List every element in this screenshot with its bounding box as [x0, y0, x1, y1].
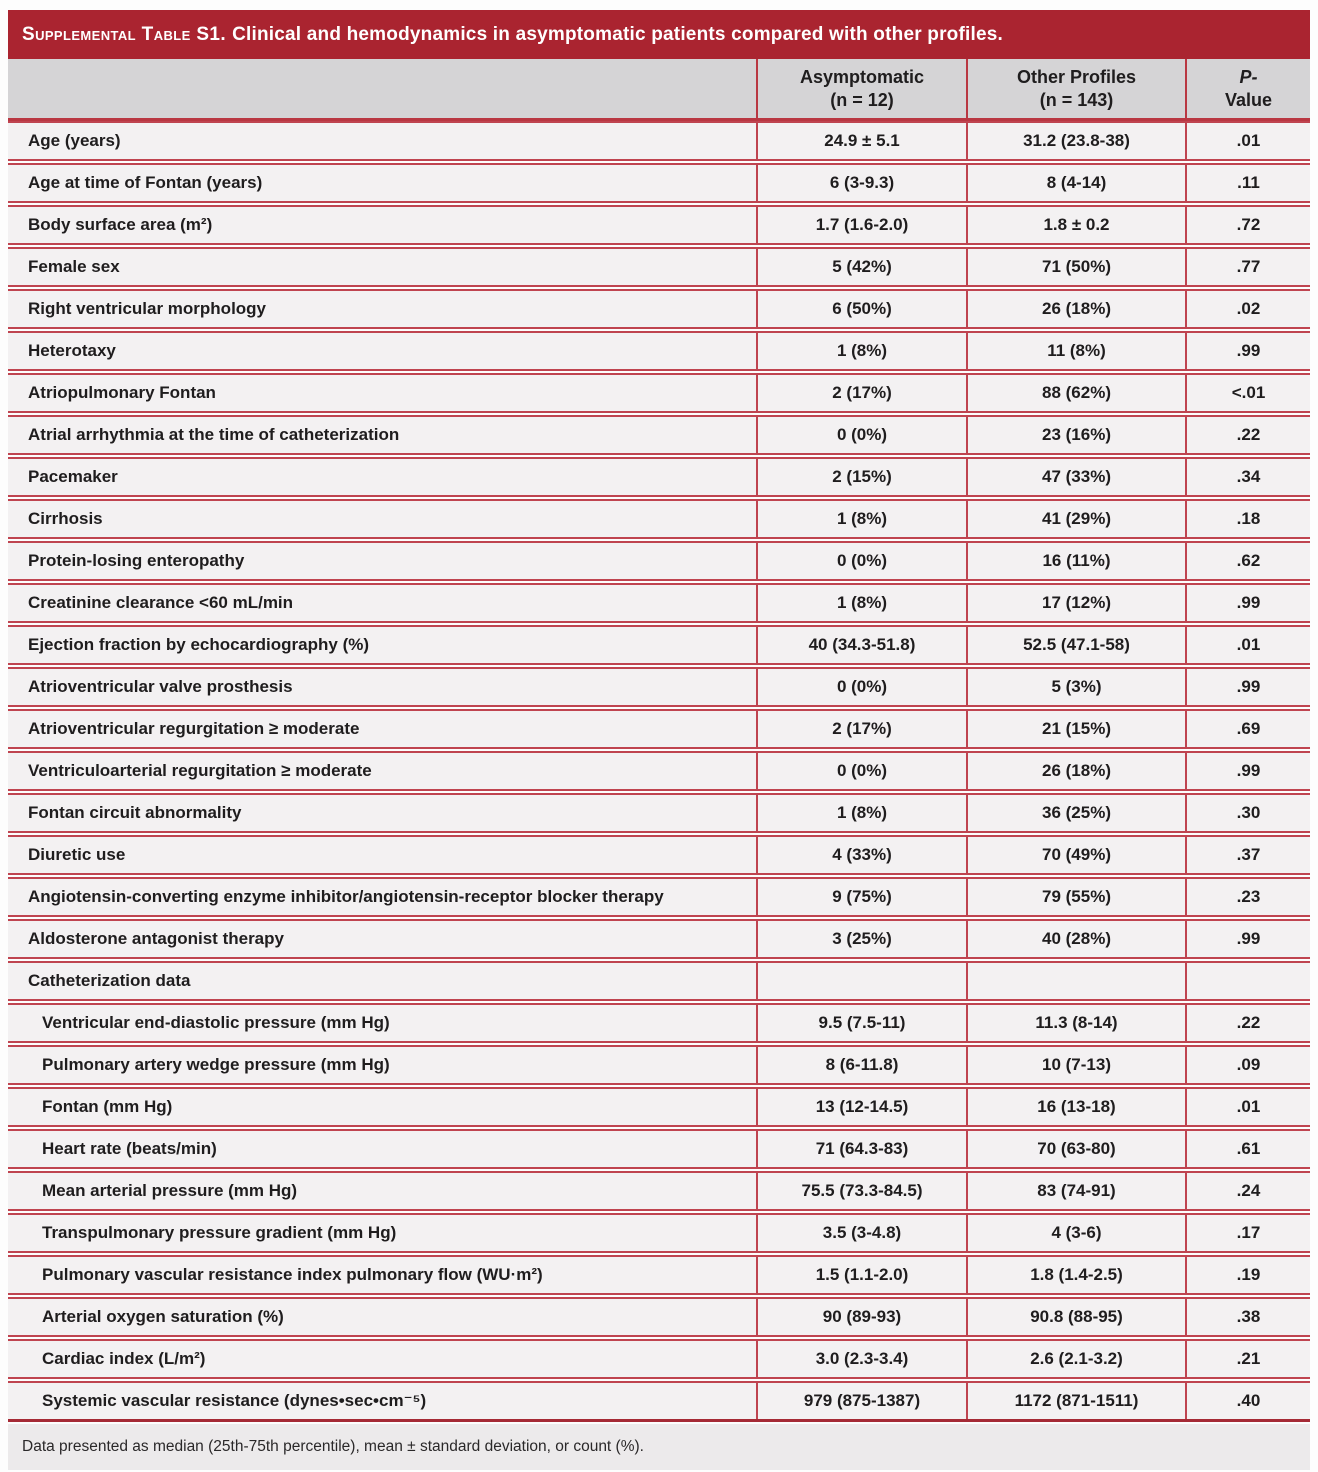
table-row: [8, 961, 1310, 1001]
row-label: Body surface area (m²): [28, 215, 213, 234]
other-profiles-value: 21 (15%): [966, 711, 1185, 747]
asymptomatic-value: 40 (34.3-51.8): [756, 627, 966, 663]
table-row: [8, 1339, 1310, 1379]
asymptomatic-value: 3 (25%): [756, 921, 966, 957]
asymptomatic-value: 1 (8%): [756, 585, 966, 621]
other-profiles-value: 71 (50%): [966, 249, 1185, 285]
row-label: Systemic vascular resistance (dynes•sec•cm⁻⁵): [42, 1391, 427, 1410]
asymptomatic-value: 5 (42%): [756, 249, 966, 285]
other-profiles-value: 5 (3%): [966, 669, 1185, 705]
row-label: Heterotaxy: [28, 341, 116, 360]
row-label: Right ventricular morphology: [28, 299, 267, 318]
asymptomatic-value: 90 (89-93): [756, 1299, 966, 1335]
asymptomatic-value: 6 (3-9.3): [756, 165, 966, 201]
table-row: [8, 247, 1310, 287]
table-row: [8, 205, 1310, 245]
p-value: [1185, 963, 1310, 999]
p-value: .62: [1185, 543, 1310, 579]
table-row: [8, 583, 1310, 623]
other-profiles-value: 10 (7-13): [966, 1047, 1185, 1083]
asymptomatic-value: 0 (0%): [756, 543, 966, 579]
p-value: .99: [1185, 333, 1310, 369]
other-profiles-value: 41 (29%): [966, 501, 1185, 537]
table-title-text: Clinical and hemodynamics in asymptomatic patients compared with other profiles.: [232, 23, 1003, 45]
table-row: [8, 793, 1310, 833]
table-row: [8, 1171, 1310, 1211]
p-value: .99: [1185, 669, 1310, 705]
row-label: Ejection fraction by echocardiography (%): [28, 635, 370, 654]
asymptomatic-value: 2 (17%): [756, 375, 966, 411]
other-profiles-value: 79 (55%): [966, 879, 1185, 915]
other-profiles-value: [966, 963, 1185, 999]
table-row: [8, 667, 1310, 707]
p-value: .09: [1185, 1047, 1310, 1083]
asymptomatic-value: 4 (33%): [756, 837, 966, 873]
p-value: .72: [1185, 207, 1310, 243]
asymptomatic-value: 979 (875-1387): [756, 1383, 966, 1419]
column-header-p-value-line2: Value: [1224, 89, 1273, 110]
asymptomatic-value: 9 (75%): [756, 879, 966, 915]
row-label: Angiotensin-converting enzyme inhibitor/angiotensin-receptor blocker therapy: [28, 887, 664, 906]
asymptomatic-value: 1 (8%): [756, 333, 966, 369]
table-row: [8, 1129, 1310, 1169]
asymptomatic-value: 13 (12-14.5): [756, 1089, 966, 1125]
row-label: Heart rate (beats/min): [42, 1139, 217, 1158]
p-value: .99: [1185, 753, 1310, 789]
p-value: .23: [1185, 879, 1310, 915]
other-profiles-value: 83 (74-91): [966, 1173, 1185, 1209]
p-value: .02: [1185, 291, 1310, 327]
column-header-other-profiles-line2: (n = 143): [1039, 89, 1114, 110]
table-title-banner: [8, 10, 1310, 59]
p-value: .22: [1185, 417, 1310, 453]
asymptomatic-value: 2 (15%): [756, 459, 966, 495]
other-profiles-value: 26 (18%): [966, 753, 1185, 789]
row-label: Age at time of Fontan (years): [28, 173, 263, 192]
other-profiles-value: 70 (63-80): [966, 1131, 1185, 1167]
asymptomatic-value: 75.5 (73.3-84.5): [756, 1173, 966, 1209]
p-value: .21: [1185, 1341, 1310, 1377]
other-profiles-value: 11 (8%): [966, 333, 1185, 369]
table-row: [8, 625, 1310, 665]
p-value: .30: [1185, 795, 1310, 831]
column-header-asymptomatic: [756, 59, 966, 118]
table-row: [8, 1003, 1310, 1043]
asymptomatic-value: 71 (64.3-83): [756, 1131, 966, 1167]
table-row: [8, 415, 1310, 455]
other-profiles-value: 16 (11%): [966, 543, 1185, 579]
p-value: .17: [1185, 1215, 1310, 1251]
row-label: Atriopulmonary Fontan: [28, 383, 216, 402]
p-value: .99: [1185, 585, 1310, 621]
table-footnote: Data presented as median (25th-75th percentile), mean ± standard deviation, or count (%).: [8, 1424, 1310, 1470]
row-label: Arterial oxygen saturation (%): [42, 1307, 284, 1326]
row-label: Cirrhosis: [28, 509, 103, 528]
p-value: .38: [1185, 1299, 1310, 1335]
other-profiles-value: 70 (49%): [966, 837, 1185, 873]
other-profiles-value: 23 (16%): [966, 417, 1185, 453]
row-label: Cardiac index (L/m²): [42, 1349, 206, 1368]
asymptomatic-value: 0 (0%): [756, 753, 966, 789]
asymptomatic-value: 0 (0%): [756, 417, 966, 453]
table-row: [8, 499, 1310, 539]
other-profiles-value: 88 (62%): [966, 375, 1185, 411]
table-row: [8, 1087, 1310, 1127]
asymptomatic-value: 1.5 (1.1-2.0): [756, 1257, 966, 1293]
row-label: Ventriculoarterial regurgitation ≥ moderate: [28, 761, 372, 780]
table-row: [8, 121, 1310, 161]
column-header-other-profiles-line1: Other Profiles: [1016, 67, 1137, 87]
table-row: [8, 877, 1310, 917]
table-row: [8, 457, 1310, 497]
p-value: .18: [1185, 501, 1310, 537]
p-value: .01: [1185, 123, 1310, 159]
row-label: Atrial arrhythmia at the time of catheterization: [28, 425, 400, 444]
table-title-label: Supplemental Table S1.: [22, 23, 227, 45]
other-profiles-value: 47 (33%): [966, 459, 1185, 495]
table-row: [8, 751, 1310, 791]
other-profiles-value: 1172 (871-1511): [966, 1383, 1185, 1419]
row-label: Age (years): [28, 131, 121, 150]
asymptomatic-value: 0 (0%): [756, 669, 966, 705]
other-profiles-value: 4 (3-6): [966, 1215, 1185, 1251]
other-profiles-value: 52.5 (47.1-58): [966, 627, 1185, 663]
p-value: .61: [1185, 1131, 1310, 1167]
row-label: Protein-losing enteropathy: [28, 551, 245, 570]
row-label: Female sex: [28, 257, 120, 276]
other-profiles-value: 1.8 (1.4-2.5): [966, 1257, 1185, 1293]
row-label: Catheterization data: [28, 971, 191, 990]
p-value: .01: [1185, 1089, 1310, 1125]
asymptomatic-value: [756, 963, 966, 999]
table-row: [8, 835, 1310, 875]
p-value: <.01: [1185, 375, 1310, 411]
p-value: .01: [1185, 627, 1310, 663]
other-profiles-value: 31.2 (23.8-38): [966, 123, 1185, 159]
asymptomatic-value: 1 (8%): [756, 501, 966, 537]
other-profiles-value: 1.8 ± 0.2: [966, 207, 1185, 243]
column-header-other-profiles: [966, 59, 1185, 118]
row-label: Pulmonary artery wedge pressure (mm Hg): [42, 1055, 390, 1074]
row-label: Atrioventricular regurgitation ≥ moderate: [28, 719, 360, 738]
asymptomatic-value: 2 (17%): [756, 711, 966, 747]
p-value: .19: [1185, 1257, 1310, 1293]
table-row: [8, 1045, 1310, 1085]
table-row: [8, 289, 1310, 329]
p-value: .77: [1185, 249, 1310, 285]
asymptomatic-value: 6 (50%): [756, 291, 966, 327]
column-header-p-value: [1185, 59, 1310, 118]
column-header-asymptomatic-line1: Asymptomatic: [799, 67, 925, 87]
row-label: Diuretic use: [28, 845, 126, 864]
other-profiles-value: 11.3 (8-14): [966, 1005, 1185, 1041]
p-value: .11: [1185, 165, 1310, 201]
p-value: .69: [1185, 711, 1310, 747]
other-profiles-value: 36 (25%): [966, 795, 1185, 831]
table-row: [8, 1297, 1310, 1337]
row-label: Atrioventricular valve prosthesis: [28, 677, 293, 696]
other-profiles-value: 90.8 (88-95): [966, 1299, 1185, 1335]
row-label: Pacemaker: [28, 467, 118, 486]
column-header-row: [8, 59, 1310, 121]
row-label: Ventricular end-diastolic pressure (mm Hg): [42, 1013, 390, 1032]
row-label: Creatinine clearance <60 mL/min: [28, 593, 294, 612]
asymptomatic-value: 8 (6-11.8): [756, 1047, 966, 1083]
other-profiles-value: 16 (13-18): [966, 1089, 1185, 1125]
other-profiles-value: 26 (18%): [966, 291, 1185, 327]
row-label: Transpulmonary pressure gradient (mm Hg): [42, 1223, 397, 1242]
p-value: .40: [1185, 1383, 1310, 1419]
p-value: .99: [1185, 921, 1310, 957]
asymptomatic-value: 1 (8%): [756, 795, 966, 831]
table-row: [8, 709, 1310, 749]
other-profiles-value: 2.6 (2.1-3.2): [966, 1341, 1185, 1377]
table-row: [8, 1255, 1310, 1295]
p-value: .24: [1185, 1173, 1310, 1209]
other-profiles-value: 40 (28%): [966, 921, 1185, 957]
p-value: .37: [1185, 837, 1310, 873]
p-value: .22: [1185, 1005, 1310, 1041]
table-body: [8, 121, 1310, 1422]
p-value: .34: [1185, 459, 1310, 495]
asymptomatic-value: 1.7 (1.6-2.0): [756, 207, 966, 243]
asymptomatic-value: 3.0 (2.3-3.4): [756, 1341, 966, 1377]
table-row: [8, 1381, 1310, 1422]
row-label: Aldosterone antagonist therapy: [28, 929, 284, 948]
row-label: Fontan (mm Hg): [42, 1097, 173, 1116]
table-row: [8, 163, 1310, 203]
row-label: Fontan circuit abnormality: [28, 803, 242, 822]
other-profiles-value: 17 (12%): [966, 585, 1185, 621]
row-label: Pulmonary vascular resistance index pulmonary flow (WU·m²): [42, 1265, 543, 1284]
table-row: [8, 1213, 1310, 1253]
table-row: [8, 331, 1310, 371]
asymptomatic-value: 24.9 ± 5.1: [756, 123, 966, 159]
table-row: [8, 373, 1310, 413]
asymptomatic-value: 3.5 (3-4.8): [756, 1215, 966, 1251]
asymptomatic-value: 9.5 (7.5-11): [756, 1005, 966, 1041]
table-row: [8, 919, 1310, 959]
supplemental-table: [8, 10, 1310, 1470]
column-header-p-value-line1: P-: [1239, 67, 1258, 87]
column-header-spacer: [8, 59, 756, 118]
other-profiles-value: 8 (4-14): [966, 165, 1185, 201]
column-header-asymptomatic-line2: (n = 12): [830, 89, 894, 110]
table-row: [8, 541, 1310, 581]
row-label: Mean arterial pressure (mm Hg): [42, 1181, 298, 1200]
